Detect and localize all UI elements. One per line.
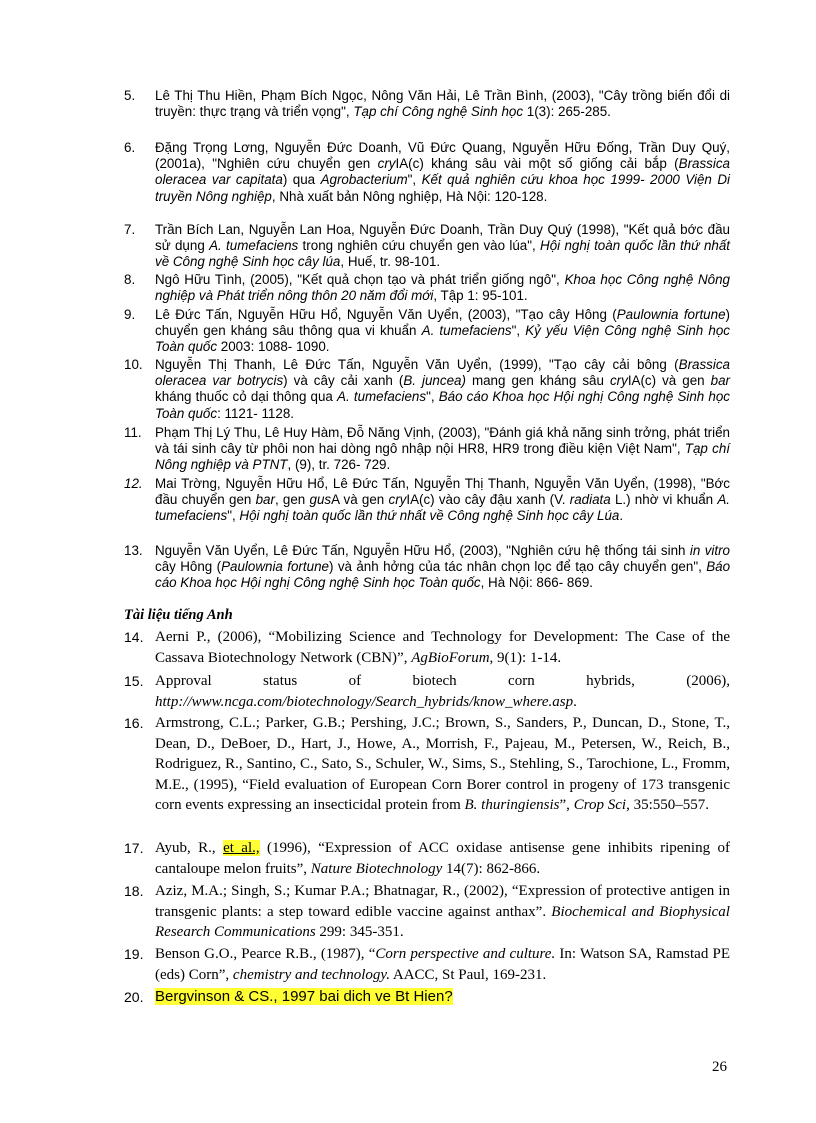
text-run: : 1121- 1128. (217, 405, 294, 421)
italic-text: A. tumefaciens (209, 238, 299, 254)
text-run: In: Watson SA, Ramstad PE (eds) Corn”, (155, 946, 730, 983)
italic-text: AgBioForum (411, 649, 490, 666)
reference-number: 12. (124, 476, 143, 491)
italic-text: gus (309, 492, 332, 508)
text-run: A và gen (331, 492, 389, 508)
text-run: (1996), “Expression of ACC oxidase antisense gene inhibits ripening of cantaloupe melon fruits”, (155, 840, 730, 877)
reference-number: 17. (124, 840, 144, 856)
reference-number: 20. (124, 989, 144, 1005)
text-run: ”, (559, 797, 574, 813)
text-run: 14(7): 862-866. (442, 860, 541, 877)
text-run: IA(c) kháng sâu vài một số giống cải bắp ( (395, 156, 679, 172)
reference-number: 19. (124, 946, 144, 962)
text-run: , Tập 1: 95-101. (433, 288, 528, 304)
reference-number: 7. (124, 222, 136, 237)
reference-text (155, 838, 730, 879)
text-run: AACC, St Paul, 169-231. (389, 966, 547, 983)
italic-text: Khoa học Công nghệ Nông nghiệp và Phát triển nông thôn 20 năm đổi mới (155, 272, 731, 304)
highlighted-text: et al., (223, 840, 260, 856)
text-run: ) và cây cải xanh ( (283, 373, 404, 389)
italic-text: Corn perspective and culture. (375, 946, 556, 962)
text-run: , Hà Nội: 866- 869. (480, 575, 593, 591)
text-run: Aziz, M.A.; Singh, S.; Kumar P.A.; Bhatnagar, R., (2002), “Expression of protective antigen in transgenic plants: a step toward edible vaccine against anthax”. (155, 883, 730, 920)
italic-text: Báo cáo Khoa học Hội nghị Công nghệ Sinh học Toàn quốc (155, 389, 730, 421)
text-run: ) và ảnh hởng của tác nhân chọn lọc để tạo cây chuyển gen", (328, 559, 707, 575)
text-run: ", (227, 508, 240, 524)
reference-number: 16. (124, 715, 144, 731)
italic-text: Kết quả nghiên cứu khoa học 1999- 2000 Viện Di truyền Nông nghiệp (155, 172, 730, 204)
reference-text (155, 543, 730, 592)
text-run: cây Hông ( (155, 559, 222, 575)
text-run: Ngô Hữu Tình, (2005), "Kết quả chọn tạo và phát triển giống ngô", (155, 272, 565, 287)
text-run: IA(c) vào cây đậu xanh (V. (406, 492, 570, 508)
text-run: . (573, 693, 577, 710)
italic-text: cry (377, 156, 396, 172)
italic-text: A. tumefaciens (337, 389, 427, 405)
italic-text: Tạp chí Công nghệ Sinh học (353, 104, 524, 120)
highlighted-text: Bergvinson & CS., 1997 bai dich ve Bt Hien? (155, 988, 453, 1005)
reference-text (155, 425, 730, 474)
text-run: , Huế, tr. 98-101. (340, 254, 441, 270)
text-run: Đặng Trọng Lơng, Nguyễn Đức Doanh, Vũ Đức Quang, Nguyễn Hữu Đống, Trần Duy Quý, (2001a), "Nghiên cứu chuyển gen (155, 140, 730, 172)
text-run: Aerni P., (2006), “Mobilizing Science and Technology for Development: The Case of the Cassava Biotechnology Network (CBN)”, (155, 629, 730, 666)
italic-text: Nature Biotechnology (310, 860, 443, 877)
italic-text: bar (255, 492, 275, 508)
reference-text (155, 627, 730, 668)
italic-text: Brassica oleracea var capitata (155, 156, 730, 188)
italic-text: bar (710, 373, 730, 389)
italic-text: Paulownia fortune (616, 307, 726, 322)
italic-text: A. tumefaciens (155, 492, 731, 524)
reference-text (155, 881, 730, 943)
reference-text (155, 272, 730, 304)
reference-text (155, 476, 730, 525)
reference-number: 15. (124, 673, 144, 689)
italic-text: Báo cáo Khoa học Hội nghị Công nghệ Sinh học Toàn quốc (155, 559, 731, 591)
text-run: Mai Trờng, Nguyễn Hữu Hổ, Lê Đức Tấn, Nguyễn Thị Thanh, Nguyễn Văn Uyển, (1998), "Bớc đầu chuyển gen (155, 476, 730, 508)
text-run: ) qua (282, 172, 321, 188)
italic-text: A. tumefaciens (421, 323, 512, 339)
reference-number: 11. (124, 425, 142, 440)
text-run: Ayub, R., (155, 840, 224, 856)
reference-text (155, 671, 730, 712)
reference-number: 13. (124, 543, 143, 558)
text-run: Phạm Thị Lý Thu, Lê Huy Hàm, Đỗ Năng Vịnh, (2003), "Đánh giá khả năng sinh trởng, phát triển và tái sinh cây từ phôi non hai dòng ngô nhập nội HR8, HR9 trong điều kiện Việt Nam", (155, 425, 730, 457)
reference-text (155, 140, 730, 205)
text-run: L.) nhờ vi khuẩn (610, 492, 718, 508)
reference-number: 5. (124, 88, 136, 103)
text-run: Armstrong, C.L.; Parker, G.B.; Pershing, J.C.; Brown, S., Sanders, P., Duncan, D., Stone, T., Dean, D., DeBoer, D., Hart, J., Howe, A., Morrish, F., Pajeau, M., Petersen, W., Reich, B., Rodriguez, R., Santino, C., Sato, S., Schuler, W., Sims, S., Stehling, S., Tarochione, L., Fromm, M.E., (1995), “Field evaluation of European Corn Borer control in progeny of 173 transgenic corn events expressing an insecticidal protein from (155, 715, 730, 813)
reference-text (155, 713, 730, 816)
text-run: , gen (274, 492, 310, 508)
italic-text: Paulownia fortune (221, 559, 329, 575)
italic-text: chemistry and technology. (232, 966, 390, 983)
italic-text: http://www.ncga.com/biotechnology/Search_hybrids/know_where.asp (155, 693, 574, 710)
text-run: Lê Đức Tấn, Nguyễn Hữu Hổ, Nguyễn Văn Uyển, (2003), "Tạo cây Hông ( (155, 307, 617, 322)
text-run: ", (426, 389, 439, 405)
italic-text: B. juncea) (403, 373, 466, 389)
text-run: ", (407, 172, 422, 188)
italic-text: Biochemical and Biophysical Research Communications (155, 903, 730, 940)
italic-text: cry (388, 492, 407, 508)
reference-text (155, 357, 730, 422)
italic-text: radiata (569, 492, 611, 508)
text-run: , 9(1): 1-14. (489, 649, 562, 666)
text-run: . (619, 508, 624, 524)
italic-text: Crop Sci (573, 797, 627, 813)
italic-text: Brassica oleracea var botrycis (155, 357, 730, 389)
italic-text: Hội nghị toàn quốc lần thứ nhất về Công nghệ Sinh học cây Lúa (239, 508, 620, 524)
reference-number: 6. (124, 140, 136, 155)
text-run: kháng thuốc cỏ dại thông qua (155, 389, 338, 405)
text-run: , 35:550–557. (626, 797, 709, 813)
text-run: Approval status of biotech corn hybrids, (2006), (155, 673, 730, 689)
italic-text: in vitro (689, 543, 730, 558)
reference-text (155, 944, 730, 985)
italic-text: cry (609, 373, 628, 389)
text-run: 2003: 1088- 1090. (217, 339, 330, 355)
text-run: Nguyễn Thị Thanh, Lê Đức Tấn, Nguyễn Văn Uyển, (1999), "Tạo cây cải bông ( (155, 357, 679, 372)
text-run: Benson G.O., Pearce R.B., (1987), “ (155, 946, 376, 962)
page-number: 26 (712, 1059, 727, 1075)
text-run: 1(3): 265-285. (523, 104, 611, 120)
reference-text (155, 88, 730, 120)
reference-text (155, 987, 730, 1008)
reference-number: 14. (124, 629, 144, 645)
text-run: trong nghiên cứu chuyển gen vào lúa", (298, 238, 541, 254)
text-run: IA(c) và gen (627, 373, 711, 389)
text-run: , (9), tr. 726- 729. (287, 457, 391, 473)
italic-text: Agrobacterium (320, 172, 408, 188)
italic-text: Tạp chí Nông nghiệp và PTNT (155, 441, 730, 473)
text-run: ", (511, 323, 526, 339)
text-run: 299: 345-351. (315, 924, 404, 940)
section-heading: Tài liệu tiếng Anh (124, 607, 233, 623)
reference-number: 9. (124, 307, 136, 322)
text-run: , Nhà xuất bản Nông nghiệp, Hà Nội: 120-128. (271, 188, 548, 204)
italic-text: Kỷ yếu Viện Công nghệ Sinh học Toàn quốc (155, 323, 730, 355)
reference-text (155, 222, 730, 271)
text-run: mang gen kháng sâu (465, 373, 610, 389)
reference-number: 10. (124, 357, 143, 372)
italic-text: Hội nghị toàn quốc lần thứ nhất về Công nghệ Sinh học cây lúa (155, 238, 731, 270)
text-run: ) chuyển gen kháng sâu thông qua vi khuẩn (155, 307, 730, 339)
text-run: Trần Bích Lan, Nguyễn Lan Hoa, Nguyễn Đức Doanh, Trần Duy Quý (1998), "Kết quả bớc đầu sử dụng (155, 222, 730, 254)
italic-text: B. thuringiensis (464, 797, 560, 813)
text-run: Lê Thị Thu Hiền, Phạm Bích Ngọc, Nông Văn Hải, Lê Trần Bình, (2003), "Cây trồng biến đổi di truyền: thực trạng và triển vọng", (155, 88, 730, 120)
reference-text (155, 307, 730, 356)
text-run: Nguyễn Văn Uyển, Lê Đức Tấn, Nguyễn Hữu Hổ, (2003), "Nghiên cứu hệ thống tái sinh (155, 543, 690, 558)
reference-number: 8. (124, 272, 136, 287)
reference-number: 18. (124, 883, 144, 899)
